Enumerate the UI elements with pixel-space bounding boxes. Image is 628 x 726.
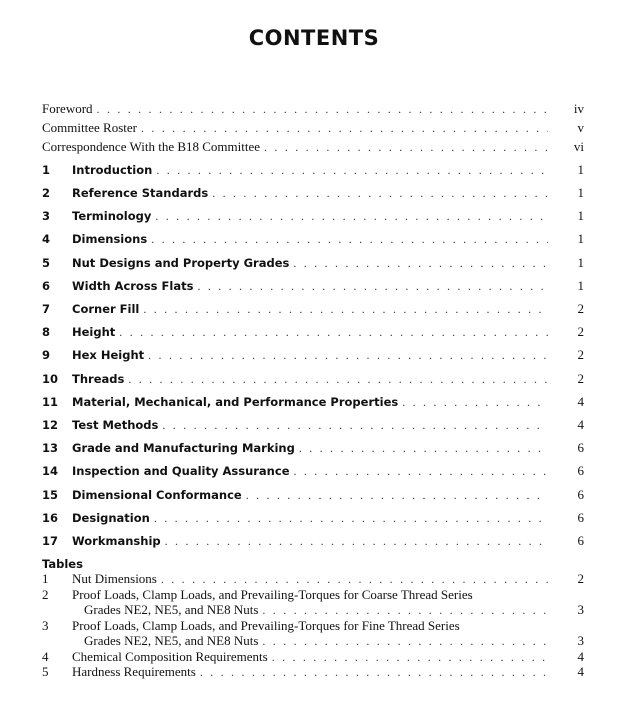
dot-leader	[246, 488, 548, 503]
section-title: Workmanship	[72, 534, 161, 548]
toc-section-3[interactable]	[42, 208, 584, 226]
section-title: Introduction	[72, 163, 153, 177]
table-title: Proof Loads, Clamp Loads, and Prevailing-Torques for Coarse Thread Series	[72, 587, 473, 602]
toc-table-3-line1[interactable]	[42, 618, 584, 634]
toc-page-number: 4	[577, 649, 584, 664]
dot-leader	[128, 372, 548, 387]
toc-section-7[interactable]	[42, 301, 584, 319]
toc-page-number: 2	[577, 301, 584, 316]
section-title: Grade and Manufacturing Marking	[72, 441, 295, 455]
section-title: Corner Fill	[72, 302, 140, 316]
toc-page-number: 4	[577, 394, 584, 409]
table-title: Hardness Requirements	[72, 664, 196, 679]
section-title: Reference Standards	[72, 186, 209, 200]
toc-entry-text: Committee Roster	[42, 120, 137, 135]
table-number: 1	[42, 571, 49, 586]
table-title: Chemical Composition Requirements	[72, 649, 268, 664]
tables-heading: Tables	[42, 557, 83, 571]
toc-section-10[interactable]	[42, 371, 584, 389]
toc-page-number: 6	[577, 533, 584, 548]
toc-page-number: 4	[577, 664, 584, 679]
toc-section-2[interactable]	[42, 185, 584, 203]
page-title: CONTENTS	[248, 26, 380, 50]
toc-page-number: 1	[577, 208, 584, 223]
section-title: Inspection and Quality Assurance	[72, 464, 290, 478]
table-number: 2	[42, 587, 49, 602]
dot-leader	[143, 302, 548, 317]
toc-entry-foreword[interactable]	[42, 101, 584, 119]
toc-page-number: 6	[577, 487, 584, 502]
dot-leader	[264, 140, 548, 155]
dot-leader	[272, 650, 548, 665]
toc-page-number: 2	[577, 324, 584, 339]
toc-section-15[interactable]	[42, 487, 584, 505]
section-title: Width Across Flats	[72, 279, 194, 293]
toc-page-number: v	[577, 120, 584, 135]
table-title-continuation: Grades NE2, NE5, and NE8 Nuts	[84, 602, 259, 617]
toc-page-number: 1	[577, 278, 584, 293]
dot-leader	[141, 121, 548, 136]
dot-leader	[161, 572, 548, 587]
dot-leader	[294, 464, 549, 479]
toc-entry-text: Foreword	[42, 101, 93, 116]
toc-table-2-line1[interactable]	[42, 587, 584, 603]
section-number: 6	[42, 279, 51, 293]
section-title: Designation	[72, 511, 150, 525]
toc-page-number: 1	[577, 255, 584, 270]
section-number: 5	[42, 256, 51, 270]
section-number: 4	[42, 232, 51, 246]
toc-entry-committee-roster[interactable]	[42, 120, 584, 138]
toc-section-5[interactable]	[42, 255, 584, 273]
section-title: Terminology	[72, 209, 152, 223]
section-number: 12	[42, 418, 59, 432]
dot-leader	[197, 279, 548, 294]
section-number: 13	[42, 441, 59, 455]
toc-page-number: 1	[577, 162, 584, 177]
dot-leader	[262, 603, 548, 618]
toc-section-4[interactable]	[42, 231, 584, 249]
toc-section-17[interactable]	[42, 533, 584, 551]
toc-section-8[interactable]	[42, 324, 584, 342]
section-number: 7	[42, 302, 51, 316]
dot-leader	[262, 634, 548, 649]
dot-leader	[165, 534, 548, 549]
section-number: 1	[42, 163, 51, 177]
section-number: 11	[42, 395, 59, 409]
section-title: Nut Designs and Property Grades	[72, 256, 290, 270]
toc-section-16[interactable]	[42, 510, 584, 528]
table-number: 4	[42, 649, 49, 664]
section-title: Dimensional Conformance	[72, 488, 242, 502]
dot-leader	[162, 418, 548, 433]
toc-page-number: 6	[577, 463, 584, 478]
toc-page-number: 6	[577, 510, 584, 525]
toc-page-number: 3	[577, 602, 584, 617]
section-title: Threads	[72, 372, 125, 386]
toc-section-11[interactable]	[42, 394, 584, 412]
dot-leader	[154, 511, 548, 526]
toc-page-number: 6	[577, 440, 584, 455]
dot-leader	[402, 395, 548, 410]
section-number: 14	[42, 464, 59, 478]
toc-page-number: 3	[577, 633, 584, 648]
dot-leader	[212, 186, 548, 201]
toc-page-number: 2	[577, 571, 584, 586]
dot-leader	[151, 232, 548, 247]
toc-page-number: 2	[577, 347, 584, 362]
dot-leader	[200, 665, 548, 680]
toc-table-5[interactable]	[42, 664, 584, 682]
toc-page-number: vi	[573, 139, 584, 154]
dot-leader	[293, 256, 548, 271]
toc-page-number: 1	[577, 231, 584, 246]
section-number: 17	[42, 534, 59, 548]
toc-page-number: 4	[577, 417, 584, 432]
section-number: 16	[42, 511, 59, 525]
section-title: Material, Mechanical, and Performance Properties	[72, 395, 399, 409]
table-number: 3	[42, 618, 49, 633]
section-title: Test Methods	[72, 418, 159, 432]
section-number: 15	[42, 488, 59, 502]
table-title: Proof Loads, Clamp Loads, and Prevailing-Torques for Fine Thread Series	[72, 618, 460, 633]
section-number: 9	[42, 348, 51, 362]
section-number: 2	[42, 186, 51, 200]
toc-section-13[interactable]	[42, 440, 584, 458]
toc-page-number: 1	[577, 185, 584, 200]
toc-entry-text: Correspondence With the B18 Committee	[42, 139, 261, 154]
toc-section-12[interactable]	[42, 417, 584, 435]
toc-section-14[interactable]	[42, 463, 584, 481]
table-title: Nut Dimensions	[72, 571, 157, 586]
section-number: 10	[42, 372, 59, 386]
toc-page-number: 2	[577, 371, 584, 386]
section-number: 3	[42, 209, 51, 223]
dot-leader	[119, 325, 548, 340]
dot-leader	[155, 209, 548, 224]
toc-section-9[interactable]	[42, 347, 584, 365]
section-title: Dimensions	[72, 232, 148, 246]
table-title-continuation: Grades NE2, NE5, and NE8 Nuts	[84, 633, 259, 648]
dot-leader	[156, 163, 548, 178]
section-title: Height	[72, 325, 116, 339]
dot-leader	[148, 348, 548, 363]
toc-section-1[interactable]	[42, 162, 584, 180]
dot-leader	[97, 102, 548, 117]
section-title: Hex Height	[72, 348, 145, 362]
section-number: 8	[42, 325, 51, 339]
table-number: 5	[42, 664, 49, 679]
toc-entry-correspondence[interactable]	[42, 139, 584, 157]
toc-page-number: iv	[573, 101, 584, 116]
toc-section-6[interactable]	[42, 278, 584, 296]
dot-leader	[299, 441, 548, 456]
